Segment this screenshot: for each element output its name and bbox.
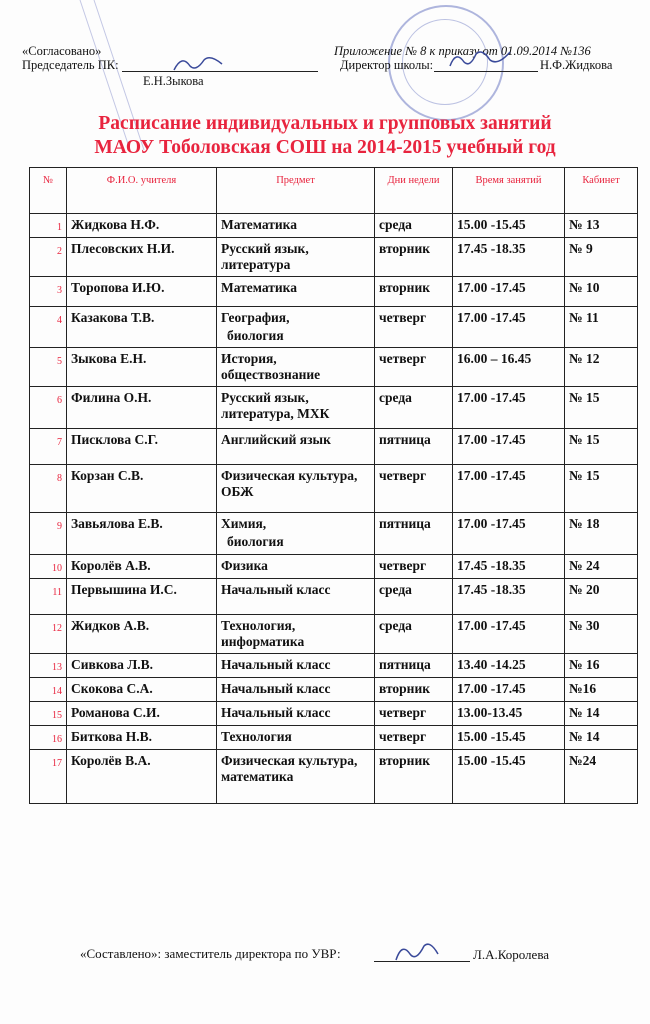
row-time-text: 17.00 -17.45 (457, 310, 526, 325)
row-teacher-text: Биткова Н.В. (71, 729, 153, 744)
row-time (453, 615, 565, 654)
row-num-text: 12 (52, 623, 62, 634)
table-row (30, 214, 638, 238)
row-time (453, 702, 565, 726)
row-subject (217, 214, 375, 238)
row-teacher-text: Сивкова Л.В. (71, 657, 154, 672)
row-teacher-text: Плесовских Н.И. (71, 241, 175, 256)
row-teacher-text: Жидков А.В. (71, 618, 150, 633)
row-teacher (67, 513, 217, 555)
row-teacher (67, 579, 217, 615)
row-num-text: 13 (52, 662, 62, 673)
row-num-text: 2 (57, 246, 62, 257)
row-day-text: четверг (379, 310, 427, 325)
row-time-text: 17.45 -18.35 (457, 558, 526, 573)
row-day (375, 307, 453, 348)
row-day (375, 238, 453, 277)
chairman-name: Е.Н.Зыкова (143, 74, 204, 88)
row-teacher (67, 238, 217, 277)
row-teacher (67, 615, 217, 654)
row-room-text: № 16 (569, 657, 600, 672)
row-teacher-text: Завьялова Е.В. (71, 516, 163, 531)
row-teacher (67, 465, 217, 513)
row-num (30, 654, 67, 678)
footer-composed (80, 946, 341, 962)
director-signature (446, 46, 516, 72)
table-header-row (30, 168, 638, 214)
row-day-text: среда (379, 618, 412, 633)
row-subject (217, 555, 375, 579)
table-row (30, 579, 638, 615)
director-label: Директор школы: (340, 58, 434, 72)
row-room-text: № 12 (569, 351, 600, 366)
row-subject (217, 678, 375, 702)
header-time: Время занятий (453, 168, 565, 214)
row-subject-text: Начальный класс (221, 681, 331, 696)
row-room-text: № 11 (569, 310, 599, 325)
row-num (30, 726, 67, 750)
row-teacher-text: Казакова Т.В. (71, 310, 155, 325)
appendix-note: Приложение № 8 к приказу от 01.09.2014 №136 (334, 44, 591, 58)
row-num-text: 8 (57, 473, 62, 484)
footer-composed-label: «Составлено»: заместитель директора по УВР: (80, 946, 341, 961)
row-time (453, 348, 565, 387)
row-day-text: вторник (379, 280, 431, 295)
row-day (375, 555, 453, 579)
row-num (30, 555, 67, 579)
row-room-text: № 14 (569, 729, 600, 744)
row-subject-text: Математика (221, 217, 298, 232)
row-room (565, 348, 638, 387)
row-subject-text: Начальный класс (221, 582, 331, 597)
row-time (453, 726, 565, 750)
row-num-text: 5 (57, 356, 62, 367)
row-subject-text: Начальный класс (221, 657, 331, 672)
row-room (565, 465, 638, 513)
row-time-text: 17.00 -17.45 (457, 432, 526, 447)
row-subject (217, 429, 375, 465)
row-subject (217, 750, 375, 804)
table-row (30, 750, 638, 804)
footer-signature (392, 940, 442, 964)
header-teacher: Ф.И.О. учителя (67, 168, 217, 214)
header-day: Дни недели (375, 168, 453, 214)
header-num: № (30, 168, 67, 214)
row-room-text: № 15 (569, 390, 600, 405)
row-room (565, 238, 638, 277)
row-time-text: 17.00 -17.45 (457, 618, 526, 633)
table-row (30, 348, 638, 387)
row-num (30, 307, 67, 348)
row-room-text: №24 (569, 753, 597, 768)
row-num-text: 11 (52, 587, 62, 598)
row-teacher-text: Первышина И.С. (71, 582, 177, 597)
row-num (30, 277, 67, 307)
table-row (30, 238, 638, 277)
row-time-text: 15.00 -15.45 (457, 217, 526, 232)
page-subtitle: МАОУ Тоболовская СОШ на 2014-2015 учебный год (94, 137, 556, 158)
row-time-text: 13.40 -14.25 (457, 657, 526, 672)
row-time (453, 307, 565, 348)
row-room-text: № 14 (569, 705, 600, 720)
table-row (30, 555, 638, 579)
director-name: Н.Ф.Жидкова (540, 58, 613, 72)
row-subject (217, 513, 375, 555)
row-time-text: 17.00 -17.45 (457, 468, 526, 483)
row-time (453, 238, 565, 277)
row-day (375, 348, 453, 387)
table-row (30, 615, 638, 654)
row-num (30, 513, 67, 555)
row-teacher (67, 678, 217, 702)
row-num (30, 429, 67, 465)
row-num (30, 579, 67, 615)
row-time-text: 17.00 -17.45 (457, 681, 526, 696)
row-room-text: № 13 (569, 217, 600, 232)
row-day (375, 615, 453, 654)
row-num-text: 9 (57, 521, 62, 532)
row-teacher (67, 348, 217, 387)
row-num-text: 16 (52, 734, 62, 745)
row-room-text: № 24 (569, 558, 600, 573)
row-num-text: 7 (57, 437, 62, 448)
row-subject-text: Русский язык, литература, МХК (221, 390, 330, 421)
row-subject-text: Начальный класс (221, 705, 331, 720)
row-time-text: 17.45 -18.35 (457, 582, 526, 597)
row-day (375, 678, 453, 702)
row-day (375, 750, 453, 804)
row-room (565, 579, 638, 615)
row-num-text: 17 (52, 758, 62, 769)
row-room (565, 513, 638, 555)
row-day (375, 579, 453, 615)
row-num (30, 615, 67, 654)
row-num-text: 1 (57, 222, 62, 233)
row-room (565, 387, 638, 429)
table-row (30, 678, 638, 702)
row-room (565, 429, 638, 465)
schedule-table (29, 167, 638, 804)
row-num-text: 3 (57, 285, 62, 296)
row-teacher (67, 555, 217, 579)
row-room-text: № 10 (569, 280, 600, 295)
row-day (375, 513, 453, 555)
row-day-text: среда (379, 582, 412, 597)
row-teacher-text: Торопова И.Ю. (71, 280, 165, 295)
row-time-text: 17.00 -17.45 (457, 390, 526, 405)
row-subject-text: Физическая культура, математика (221, 753, 358, 784)
row-subject (217, 307, 375, 348)
table-row (30, 387, 638, 429)
row-subject (217, 387, 375, 429)
agreed-label: «Согласовано» (22, 44, 102, 58)
row-teacher (67, 214, 217, 238)
row-day (375, 726, 453, 750)
row-day-text: пятница (379, 657, 431, 672)
row-time (453, 654, 565, 678)
row-time (453, 277, 565, 307)
row-time (453, 214, 565, 238)
row-time (453, 555, 565, 579)
row-num-text: 14 (52, 686, 62, 697)
row-room-text: № 15 (569, 432, 600, 447)
row-time (453, 387, 565, 429)
row-subject (217, 348, 375, 387)
row-num (30, 348, 67, 387)
row-day (375, 214, 453, 238)
row-day (375, 702, 453, 726)
row-time (453, 579, 565, 615)
row-subject (217, 238, 375, 277)
row-teacher (67, 387, 217, 429)
footer-name: Л.А.Королева (473, 947, 550, 962)
row-day-text: пятница (379, 516, 431, 531)
row-day (375, 277, 453, 307)
row-teacher-text: Зыкова Е.Н. (71, 351, 147, 366)
table-row (30, 307, 638, 348)
row-num-text: 15 (52, 710, 62, 721)
row-room-text: № 20 (569, 582, 600, 597)
row-time (453, 678, 565, 702)
row-room-text: № 9 (569, 241, 593, 256)
row-room-text: № 30 (569, 618, 600, 633)
row-room (565, 702, 638, 726)
row-teacher (67, 750, 217, 804)
row-day-text: четверг (379, 351, 427, 366)
row-day-text: вторник (379, 241, 431, 256)
row-day (375, 654, 453, 678)
table-row (30, 465, 638, 513)
row-num-text: 4 (57, 315, 62, 326)
row-room-text: №16 (569, 681, 597, 696)
row-teacher-text: Филина О.Н. (71, 390, 152, 405)
row-time-text: 15.00 -15.45 (457, 729, 526, 744)
row-time-text: 17.00 -17.45 (457, 280, 526, 295)
row-time-text: 15.00 -15.45 (457, 753, 526, 768)
chairman-label: Председатель ПК: (22, 58, 119, 72)
row-subject (217, 579, 375, 615)
row-day-text: четверг (379, 729, 427, 744)
row-teacher-text: Писклова С.Г. (71, 432, 159, 447)
header-room: Кабинет (565, 168, 638, 214)
row-num-text: 10 (52, 563, 62, 574)
row-teacher (67, 307, 217, 348)
row-num (30, 678, 67, 702)
row-teacher-text: Королёв В.А. (71, 753, 151, 768)
row-teacher (67, 654, 217, 678)
row-day-text: пятница (379, 432, 431, 447)
row-day (375, 387, 453, 429)
row-subject (217, 615, 375, 654)
row-room (565, 277, 638, 307)
row-num (30, 214, 67, 238)
page-title: Расписание индивидуальных и групповых занятий (98, 113, 552, 134)
table-row (30, 513, 638, 555)
row-subject-text: Русский язык, литература (221, 241, 309, 272)
row-subject-text: Химия, (221, 516, 267, 531)
row-day-text: среда (379, 217, 412, 232)
row-num (30, 238, 67, 277)
row-room (565, 678, 638, 702)
row-subject-text: Технология, информатика (221, 618, 305, 649)
row-day-text: среда (379, 390, 412, 405)
row-num (30, 702, 67, 726)
row-room (565, 654, 638, 678)
row-day-text: четверг (379, 558, 427, 573)
row-subject-text: География, (221, 310, 290, 325)
row-day-text: четверг (379, 705, 427, 720)
row-teacher-text: Корзан С.В. (71, 468, 144, 483)
row-room (565, 726, 638, 750)
row-subject (217, 465, 375, 513)
row-teacher-text: Жидкова Н.Ф. (71, 217, 160, 232)
row-day-text: четверг (379, 468, 427, 483)
row-time (453, 513, 565, 555)
row-room-text: № 18 (569, 516, 600, 531)
row-time (453, 750, 565, 804)
row-teacher (67, 277, 217, 307)
row-num-text: 6 (57, 395, 62, 406)
row-teacher-text: Скокова С.А. (71, 681, 153, 696)
row-num (30, 387, 67, 429)
row-room (565, 214, 638, 238)
table-row (30, 702, 638, 726)
row-subject (217, 726, 375, 750)
row-subject-text: Физика (221, 558, 268, 573)
row-subject-continued: биология (227, 328, 284, 343)
row-time-text: 17.00 -17.45 (457, 516, 526, 531)
table-row (30, 429, 638, 465)
row-subject (217, 702, 375, 726)
row-day-text: вторник (379, 753, 431, 768)
row-subject-text: История, обществознание (221, 351, 321, 382)
row-time (453, 429, 565, 465)
row-subject-text: Математика (221, 280, 298, 295)
table-row (30, 654, 638, 678)
chairman-signature (170, 52, 230, 74)
row-room (565, 615, 638, 654)
row-subject-text: Физическая культура, ОБЖ (221, 468, 358, 499)
row-num (30, 750, 67, 804)
row-teacher (67, 726, 217, 750)
row-day-text: вторник (379, 681, 431, 696)
row-time-text: 17.45 -18.35 (457, 241, 526, 256)
row-day (375, 465, 453, 513)
table-row (30, 277, 638, 307)
row-subject-continued: биология (227, 534, 284, 549)
row-subject-text: Английский язык (221, 432, 331, 447)
row-subject-text: Технология (221, 729, 292, 744)
row-room (565, 555, 638, 579)
row-teacher (67, 702, 217, 726)
header-subject: Предмет (217, 168, 375, 214)
row-teacher (67, 429, 217, 465)
table-row (30, 726, 638, 750)
row-time-text: 13.00-13.45 (457, 705, 523, 720)
row-room (565, 307, 638, 348)
row-room (565, 750, 638, 804)
row-subject (217, 654, 375, 678)
row-subject (217, 277, 375, 307)
row-time (453, 465, 565, 513)
row-room-text: № 15 (569, 468, 600, 483)
row-time-text: 16.00 – 16.45 (457, 351, 532, 366)
row-teacher-text: Романова С.И. (71, 705, 160, 720)
row-teacher-text: Королёв А.В. (71, 558, 151, 573)
row-num (30, 465, 67, 513)
row-day (375, 429, 453, 465)
